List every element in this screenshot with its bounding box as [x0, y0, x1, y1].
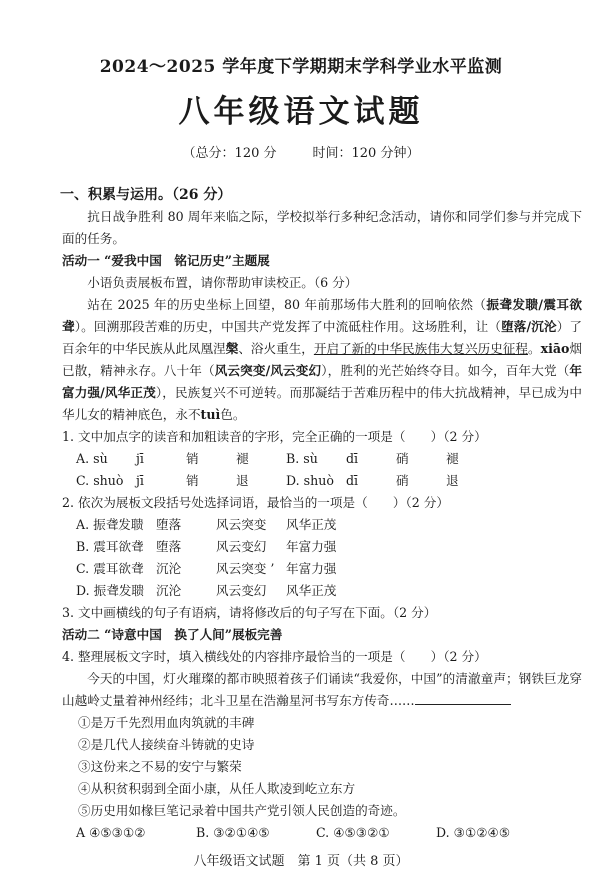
bracket-choice: 风云突变/风云变幻: [214, 363, 322, 378]
question-4: 4. 整理展板文字时，填入横线处的内容排序最恰当的一项是（ ）（2 分）: [62, 649, 487, 664]
question-1: 1. 文中加点字的读音和加粗读音的字形，完全正确的一项是（ ）（2 分）: [62, 429, 487, 444]
underlined-sentence: 开启了新的中华民族伟大复兴历史征程: [313, 341, 528, 356]
question-2: 2. 依次为展板文段括号处选择词语，最恰当的一项是（ ）（2 分）: [62, 495, 449, 510]
section-intro: 抗日战争胜利 80 周年来临之际，学校拟举行多种纪念活动，请你和同学们参与并完成下面的任务。: [62, 209, 582, 246]
section-heading: 一、积累与运用。（26 分）: [60, 187, 232, 203]
passage-text: 烟已散，精神永存。八十年（: [62, 341, 583, 378]
exam-meta: [0, 142, 602, 161]
passage-text: 、浴火重生，: [238, 341, 314, 356]
option-cell: dī: [346, 451, 359, 466]
passage-text: 。: [527, 341, 541, 356]
total-score: （总分：120 分: [182, 146, 277, 161]
option-cell: 销: [186, 473, 199, 488]
passage-text: ）了百余年的中华民族从此凤凰涅: [62, 319, 583, 356]
activity-2-heading: 活动二 “诗意中国 换了人间”展板完善: [62, 627, 283, 642]
page-footer: 八年级语文试题 第 1 页（共 8 页）: [193, 854, 409, 869]
passage-text: ），民族复兴不可逆转。而那凝结于苦难历程中的伟大抗战精神，早已成为中华儿女的精神底色，永不: [62, 385, 583, 422]
exam-time: 时间：120 分钟）: [312, 146, 420, 161]
option-cell: D. shuò: [286, 473, 334, 488]
option-cell: 褪: [446, 451, 459, 466]
option-cell: 硝: [396, 473, 409, 488]
bold-char: 槃: [225, 341, 239, 356]
q4-options: [62, 822, 582, 844]
q4-item: ①是万千先烈用血肉筑就的丰碑: [78, 715, 255, 730]
q2-option-a: A. 振聋发聩 堕落 风云突变 风华正茂: [76, 517, 337, 532]
q4-item: ③这份来之不易的安宁与繁荣: [78, 759, 242, 774]
q4-item: ②是几代人接续奋斗铸就的史诗: [78, 737, 255, 752]
option-cell: 褪: [236, 451, 249, 466]
option-c: C. ④⑤③②①: [316, 825, 390, 840]
passage-text: 色。: [220, 407, 246, 422]
option-d: D. ③①②④⑤: [436, 825, 511, 840]
page-title: 八年级语文试题: [178, 94, 424, 130]
option-cell: 退: [236, 473, 249, 488]
activity-1-heading: 活动一 “爱我中国 铭记历史”主题展: [62, 253, 270, 268]
option-cell: 硝: [396, 451, 409, 466]
passage-text: ）。回溯那段苦难的历史，中国共产党发挥了中流砥柱作用。这场胜利，让（: [74, 319, 502, 334]
option-cell: C. shuò: [76, 473, 124, 488]
q1-options-row-1: [62, 448, 582, 470]
passage: [62, 294, 582, 426]
q2-option-d: D. 振聋发聩 沉沦 风云变幻 风华正茂: [76, 583, 337, 598]
option-cell: jī: [136, 451, 144, 466]
bracket-choice: 年富力强/风华正茂: [62, 363, 583, 400]
passage-text: 站在 2025 年的历史坐标上回望，80 年前那场伟大胜利的回响依然（: [87, 297, 487, 312]
pinyin: tuì: [200, 407, 221, 422]
q1-options-row-2: [62, 470, 582, 492]
q4-passage: [62, 668, 582, 712]
passage-text: ），胜利的光芒始终夺目。如今，百年大党（: [321, 363, 570, 378]
bracket-choice: 堕落/沉沦: [501, 319, 557, 334]
option-cell: jī: [136, 473, 144, 488]
option-cell: 退: [446, 473, 459, 488]
option-cell: B. sù: [286, 451, 318, 466]
pinyin: xiāo: [540, 341, 570, 356]
q4-item: ④从积贫积弱到全面小康，从任人欺凌到屹立东方: [78, 781, 356, 796]
option-cell: A. sù: [76, 451, 108, 466]
q2-option-b: B. 震耳欲聋 堕落 风云变幻 年富力强: [76, 539, 337, 554]
option-cell: dī: [346, 473, 359, 488]
q4-passage-text: 今天的中国，灯火璀璨的都市映照着孩子们诵读“我爱你，中国”的清澈童声；钢铁巨龙穿山越岭丈量着神州经纬；北斗卫星在浩瀚星河书写东方传奇……: [62, 671, 582, 708]
q4-item: ⑤历史用如椽巨笔记录着中国共产党引领人民创造的奇迹。: [78, 803, 406, 818]
section-1: [62, 184, 582, 844]
question-3: 3. 文中画横线的句子有语病，请将修改后的句子写在下面。（2 分）: [62, 605, 437, 620]
option-cell: 销: [186, 451, 199, 466]
exam-name: 2024～2025 学年度下学期期末学科学业水平监测: [99, 57, 503, 77]
option-a: A ④⑤③①②: [76, 825, 146, 840]
bracket-choice: 振聋发聩/震耳欲聋: [62, 297, 582, 334]
q2-option-c: C. 震耳欲聋 沉沦 风云突变 ’ 年富力强: [76, 561, 337, 576]
answer-blank: [415, 690, 511, 705]
task-1: 小语负责展板布置，请你帮助审读校正。（6 分）: [87, 275, 358, 290]
option-b: B. ③②①④⑤: [196, 825, 270, 840]
